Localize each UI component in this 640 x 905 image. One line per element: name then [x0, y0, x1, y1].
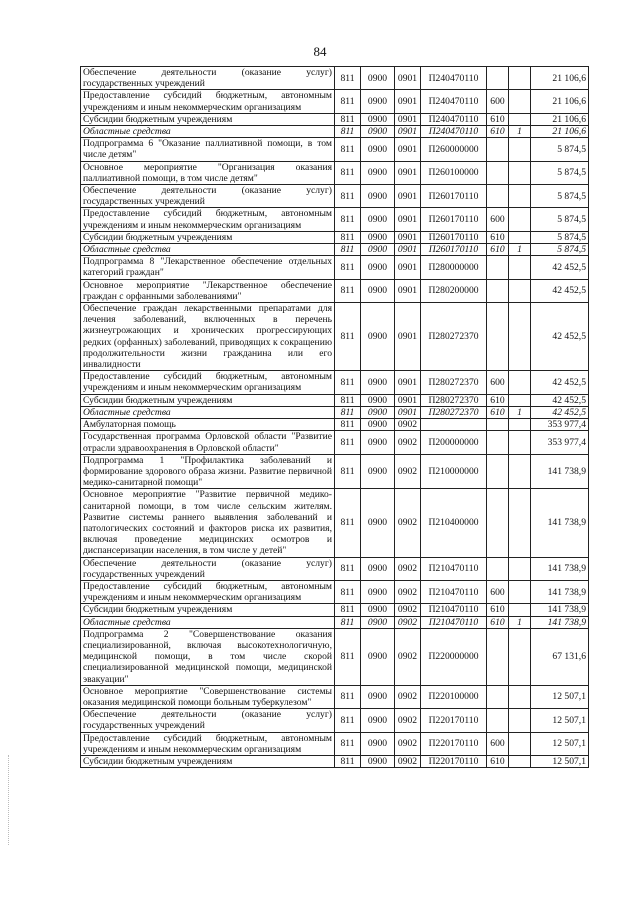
cell-subsection-code: 0902 [395, 419, 421, 431]
cell-ministry-code: 811 [335, 303, 361, 371]
table-row [81, 616, 589, 628]
cell-ministry-code: 811 [335, 208, 361, 231]
cell-subsection-code: 0902 [395, 616, 421, 628]
cell-description: Субсидии бюджетным учреждениям [81, 113, 335, 125]
cell-subsection-code: 0902 [395, 604, 421, 616]
cell-subsection-code: 0901 [395, 244, 421, 256]
cell-target-article: П260170110 [421, 185, 487, 208]
cell-ministry-code: 811 [335, 755, 361, 767]
cell-amount: 5 874,5 [531, 185, 589, 208]
cell-expense-type: 610 [487, 113, 509, 125]
cell-description: Субсидии бюджетным учреждениям [81, 755, 335, 767]
cell-target-article: П240470110 [421, 67, 487, 90]
cell-expense-type: 610 [487, 126, 509, 138]
cell-ministry-code: 811 [335, 67, 361, 90]
cell-section-code: 0900 [361, 406, 395, 418]
cell-description: Областные средства [81, 616, 335, 628]
cell-section-code: 0900 [361, 616, 395, 628]
cell-ministry-code: 811 [335, 185, 361, 208]
cell-ministry-code: 811 [335, 685, 361, 708]
table-row [81, 67, 589, 90]
cell-expense-type [487, 185, 509, 208]
cell-ministry-code: 811 [335, 406, 361, 418]
cell-subsection-code: 0901 [395, 138, 421, 161]
cell-description: Областные средства [81, 126, 335, 138]
table-row [81, 279, 589, 302]
cell-expense-type: 610 [487, 604, 509, 616]
cell-description: Государственная программа Орловской области "Развитие отрасли здравоохранения в Орловской области" [81, 431, 335, 454]
table-row [81, 208, 589, 231]
cell-section-code: 0900 [361, 67, 395, 90]
cell-target-article: П220100000 [421, 685, 487, 708]
cell-funding-source: 1 [509, 616, 531, 628]
cell-expense-type [487, 303, 509, 371]
cell-description: Обеспечение деятельности (оказание услуг) государственных учреждений [81, 709, 335, 732]
table-row [81, 371, 589, 394]
cell-section-code: 0900 [361, 185, 395, 208]
cell-funding-source [509, 580, 531, 603]
cell-amount: 42 452,5 [531, 279, 589, 302]
table-row [81, 231, 589, 243]
cell-section-code: 0900 [361, 90, 395, 113]
cell-ministry-code: 811 [335, 580, 361, 603]
cell-description: Амбулаторная помощь [81, 419, 335, 431]
table-row [81, 126, 589, 138]
cell-funding-source [509, 279, 531, 302]
cell-target-article: П240470110 [421, 113, 487, 125]
table-row [81, 138, 589, 161]
cell-description: Предоставление субсидий бюджетным, автономным учреждениям и иным некоммерческим организациям [81, 580, 335, 603]
cell-funding-source [509, 371, 531, 394]
cell-ministry-code: 811 [335, 419, 361, 431]
cell-section-code: 0900 [361, 208, 395, 231]
cell-ministry-code: 811 [335, 557, 361, 580]
cell-subsection-code: 0901 [395, 279, 421, 302]
cell-expense-type: 600 [487, 732, 509, 755]
cell-target-article: П280272370 [421, 406, 487, 418]
cell-ministry-code: 811 [335, 431, 361, 454]
cell-amount: 141 738,9 [531, 616, 589, 628]
cell-section-code: 0900 [361, 685, 395, 708]
cell-funding-source [509, 454, 531, 489]
cell-section-code: 0900 [361, 755, 395, 767]
cell-section-code: 0900 [361, 126, 395, 138]
cell-target-article: П280272370 [421, 303, 487, 371]
cell-section-code: 0900 [361, 138, 395, 161]
cell-subsection-code: 0901 [395, 185, 421, 208]
cell-subsection-code: 0901 [395, 161, 421, 184]
cell-funding-source [509, 67, 531, 90]
cell-expense-type [487, 628, 509, 685]
cell-funding-source [509, 419, 531, 431]
cell-section-code: 0900 [361, 394, 395, 406]
table-row [81, 113, 589, 125]
cell-subsection-code: 0901 [395, 231, 421, 243]
table-row [81, 303, 589, 371]
cell-subsection-code: 0901 [395, 67, 421, 90]
cell-target-article: П220170110 [421, 709, 487, 732]
cell-ministry-code: 811 [335, 371, 361, 394]
cell-section-code: 0900 [361, 557, 395, 580]
table-row [81, 90, 589, 113]
cell-expense-type [487, 709, 509, 732]
cell-amount: 141 738,9 [531, 454, 589, 489]
cell-subsection-code: 0902 [395, 454, 421, 489]
cell-ministry-code: 811 [335, 90, 361, 113]
cell-funding-source: 1 [509, 406, 531, 418]
cell-target-article: П260170110 [421, 244, 487, 256]
cell-subsection-code: 0901 [395, 208, 421, 231]
cell-section-code: 0900 [361, 604, 395, 616]
cell-funding-source [509, 604, 531, 616]
cell-amount: 141 738,9 [531, 489, 589, 557]
table-row [81, 732, 589, 755]
cell-description: Подпрограмма 1 "Профилактика заболеваний и формирование здорового образа жизни. Развитие первичной медико-санитарной помощи" [81, 454, 335, 489]
cell-subsection-code: 0901 [395, 394, 421, 406]
cell-description: Основное мероприятие "Лекарственное обеспечение граждан с орфанными заболеваниями" [81, 279, 335, 302]
cell-amount: 12 507,1 [531, 755, 589, 767]
cell-description: Предоставление субсидий бюджетным, автономным учреждениям и иным некоммерческим организациям [81, 90, 335, 113]
cell-subsection-code: 0902 [395, 628, 421, 685]
cell-expense-type: 610 [487, 755, 509, 767]
cell-amount: 67 131,6 [531, 628, 589, 685]
cell-amount: 42 452,5 [531, 406, 589, 418]
cell-amount: 42 452,5 [531, 371, 589, 394]
cell-expense-type: 610 [487, 616, 509, 628]
cell-target-article: П280272370 [421, 371, 487, 394]
cell-section-code: 0900 [361, 489, 395, 557]
cell-target-article: П210000000 [421, 454, 487, 489]
cell-funding-source: 1 [509, 126, 531, 138]
cell-description: Предоставление субсидий бюджетным, автономным учреждениям и иным некоммерческим организациям [81, 732, 335, 755]
budget-table [80, 66, 589, 768]
table-row [81, 256, 589, 279]
cell-funding-source [509, 185, 531, 208]
cell-description: Субсидии бюджетным учреждениям [81, 231, 335, 243]
cell-amount: 5 874,5 [531, 138, 589, 161]
cell-target-article: П220170110 [421, 732, 487, 755]
cell-ministry-code: 811 [335, 394, 361, 406]
cell-ministry-code: 811 [335, 628, 361, 685]
cell-ministry-code: 811 [335, 454, 361, 489]
cell-ministry-code: 811 [335, 126, 361, 138]
cell-description: Субсидии бюджетным учреждениям [81, 604, 335, 616]
cell-section-code: 0900 [361, 244, 395, 256]
cell-subsection-code: 0901 [395, 303, 421, 371]
cell-subsection-code: 0902 [395, 709, 421, 732]
cell-expense-type: 610 [487, 406, 509, 418]
page-number: 84 [313, 44, 327, 59]
cell-target-article: П240470110 [421, 90, 487, 113]
cell-description: Предоставление субсидий бюджетным, автономным учреждениям и иным некоммерческим организациям [81, 371, 335, 394]
cell-ministry-code: 811 [335, 604, 361, 616]
cell-description: Подпрограмма 2 "Совершенствование оказания специализированной, включая высокотехнологичную, медицинской помощи, в том числе скорой специализированной медицинской помощи, медицинской эвакуации" [81, 628, 335, 685]
cell-description: Основное мероприятие "Организация оказания паллиативной помощи, в том числе детям" [81, 161, 335, 184]
cell-target-article: П210400000 [421, 489, 487, 557]
cell-section-code: 0900 [361, 113, 395, 125]
cell-expense-type: 610 [487, 244, 509, 256]
cell-description: Предоставление субсидий бюджетным, автономным учреждениям и иным некоммерческим организациям [81, 208, 335, 231]
cell-funding-source [509, 628, 531, 685]
cell-expense-type [487, 454, 509, 489]
cell-subsection-code: 0901 [395, 371, 421, 394]
cell-funding-source [509, 732, 531, 755]
cell-ministry-code: 811 [335, 616, 361, 628]
cell-amount: 353 977,4 [531, 419, 589, 431]
table-row [81, 604, 589, 616]
cell-ministry-code: 811 [335, 709, 361, 732]
cell-section-code: 0900 [361, 732, 395, 755]
cell-description: Областные средства [81, 406, 335, 418]
cell-ministry-code: 811 [335, 161, 361, 184]
cell-funding-source [509, 557, 531, 580]
cell-target-article: П210470110 [421, 580, 487, 603]
cell-target-article: П260170110 [421, 231, 487, 243]
cell-section-code: 0900 [361, 454, 395, 489]
cell-target-article [421, 419, 487, 431]
cell-description: Основное мероприятие "Совершенствование системы оказания медицинской помощи больным туберкулезом" [81, 685, 335, 708]
cell-funding-source [509, 161, 531, 184]
cell-expense-type [487, 138, 509, 161]
cell-expense-type: 600 [487, 580, 509, 603]
cell-description: Обеспечение деятельности (оказание услуг) государственных учреждений [81, 67, 335, 90]
cell-target-article: П280000000 [421, 256, 487, 279]
table-body [81, 67, 589, 768]
cell-funding-source [509, 489, 531, 557]
cell-ministry-code: 811 [335, 231, 361, 243]
cell-amount: 5 874,5 [531, 231, 589, 243]
cell-ministry-code: 811 [335, 113, 361, 125]
cell-amount: 21 106,6 [531, 90, 589, 113]
cell-funding-source: 1 [509, 244, 531, 256]
table-row [81, 161, 589, 184]
cell-subsection-code: 0902 [395, 732, 421, 755]
cell-expense-type [487, 419, 509, 431]
cell-ministry-code: 811 [335, 138, 361, 161]
cell-ministry-code: 811 [335, 732, 361, 755]
cell-subsection-code: 0902 [395, 489, 421, 557]
cell-expense-type [487, 256, 509, 279]
cell-target-article: П220000000 [421, 628, 487, 685]
cell-description: Обеспечение граждан лекарственными препаратами для лечения заболеваний, включенных в перечень жизнеугрожающих и хронических прогрессирующих редких (орфанных) заболеваний, приводящих к сокращению продолжительности жизни гражданина или его инвалидности [81, 303, 335, 371]
cell-expense-type [487, 279, 509, 302]
cell-funding-source [509, 90, 531, 113]
cell-target-article: П260100000 [421, 161, 487, 184]
cell-section-code: 0900 [361, 628, 395, 685]
cell-description: Обеспечение деятельности (оказание услуг) государственных учреждений [81, 557, 335, 580]
cell-target-article: П210470110 [421, 557, 487, 580]
table-row [81, 419, 589, 431]
cell-amount: 42 452,5 [531, 303, 589, 371]
cell-amount: 21 106,6 [531, 67, 589, 90]
cell-subsection-code: 0901 [395, 406, 421, 418]
cell-expense-type [487, 557, 509, 580]
cell-description: Подпрограмма 8 "Лекарственное обеспечение отдельных категорий граждан" [81, 256, 335, 279]
cell-subsection-code: 0901 [395, 90, 421, 113]
cell-funding-source [509, 394, 531, 406]
cell-section-code: 0900 [361, 580, 395, 603]
table-row [81, 755, 589, 767]
cell-funding-source [509, 303, 531, 371]
cell-description: Областные средства [81, 244, 335, 256]
cell-funding-source [509, 138, 531, 161]
cell-ministry-code: 811 [335, 256, 361, 279]
cell-amount: 353 977,4 [531, 431, 589, 454]
table-row [81, 685, 589, 708]
cell-target-article: П280200000 [421, 279, 487, 302]
cell-funding-source [509, 709, 531, 732]
cell-expense-type [487, 685, 509, 708]
cell-funding-source [509, 256, 531, 279]
cell-amount: 21 106,6 [531, 113, 589, 125]
cell-expense-type: 600 [487, 90, 509, 113]
cell-amount: 12 507,1 [531, 685, 589, 708]
cell-target-article: П220170110 [421, 755, 487, 767]
cell-funding-source [509, 113, 531, 125]
cell-section-code: 0900 [361, 256, 395, 279]
cell-target-article: П210470110 [421, 604, 487, 616]
cell-target-article: П240470110 [421, 126, 487, 138]
cell-amount: 12 507,1 [531, 709, 589, 732]
cell-description: Подпрограмма 6 "Оказание паллиативной помощи, в том числе детям" [81, 138, 335, 161]
cell-section-code: 0900 [361, 279, 395, 302]
table-row [81, 406, 589, 418]
cell-target-article: П260170110 [421, 208, 487, 231]
cell-expense-type [487, 161, 509, 184]
table-row [81, 244, 589, 256]
cell-expense-type [487, 431, 509, 454]
cell-subsection-code: 0902 [395, 431, 421, 454]
table-row [81, 394, 589, 406]
cell-section-code: 0900 [361, 161, 395, 184]
cell-subsection-code: 0901 [395, 126, 421, 138]
cell-amount: 5 874,5 [531, 208, 589, 231]
cell-section-code: 0900 [361, 431, 395, 454]
cell-target-article: П210470110 [421, 616, 487, 628]
cell-amount: 141 738,9 [531, 580, 589, 603]
cell-funding-source [509, 755, 531, 767]
cell-ministry-code: 811 [335, 244, 361, 256]
table-row [81, 628, 589, 685]
cell-amount: 5 874,5 [531, 244, 589, 256]
cell-description: Обеспечение деятельности (оказание услуг) государственных учреждений [81, 185, 335, 208]
cell-expense-type: 610 [487, 231, 509, 243]
cell-amount: 42 452,5 [531, 256, 589, 279]
cell-expense-type [487, 67, 509, 90]
cell-target-article: П260000000 [421, 138, 487, 161]
table-row [81, 580, 589, 603]
table-row [81, 454, 589, 489]
cell-expense-type: 610 [487, 394, 509, 406]
cell-subsection-code: 0902 [395, 685, 421, 708]
table-row [81, 185, 589, 208]
cell-funding-source [509, 231, 531, 243]
cell-target-article: П200000000 [421, 431, 487, 454]
cell-amount: 5 874,5 [531, 161, 589, 184]
scan-edge-marks [8, 755, 15, 845]
cell-funding-source [509, 685, 531, 708]
cell-section-code: 0900 [361, 709, 395, 732]
cell-subsection-code: 0902 [395, 755, 421, 767]
cell-section-code: 0900 [361, 231, 395, 243]
cell-section-code: 0900 [361, 371, 395, 394]
table-row [81, 489, 589, 557]
cell-target-article: П280272370 [421, 394, 487, 406]
cell-amount: 12 507,1 [531, 732, 589, 755]
cell-subsection-code: 0901 [395, 256, 421, 279]
cell-subsection-code: 0902 [395, 557, 421, 580]
table-row [81, 709, 589, 732]
cell-ministry-code: 811 [335, 489, 361, 557]
cell-section-code: 0900 [361, 303, 395, 371]
cell-amount: 42 452,5 [531, 394, 589, 406]
cell-expense-type [487, 489, 509, 557]
cell-ministry-code: 811 [335, 279, 361, 302]
cell-amount: 21 106,6 [531, 126, 589, 138]
cell-expense-type: 600 [487, 371, 509, 394]
cell-subsection-code: 0901 [395, 113, 421, 125]
cell-subsection-code: 0902 [395, 580, 421, 603]
cell-amount: 141 738,9 [531, 604, 589, 616]
table-row [81, 431, 589, 454]
cell-description: Основное мероприятие "Развитие первичной медико-санитарной помощи, в том числе сельским жителям. Развитие системы раннего выявления заболеваний и патологических состояний и факторов риска их развития, включая проведение медицинских осмотров и диспансеризации населения, в том числе у детей" [81, 489, 335, 557]
cell-amount: 141 738,9 [531, 557, 589, 580]
table-row [81, 557, 589, 580]
cell-funding-source [509, 208, 531, 231]
cell-description: Субсидии бюджетным учреждениям [81, 394, 335, 406]
cell-funding-source [509, 431, 531, 454]
cell-expense-type: 600 [487, 208, 509, 231]
cell-section-code: 0900 [361, 419, 395, 431]
